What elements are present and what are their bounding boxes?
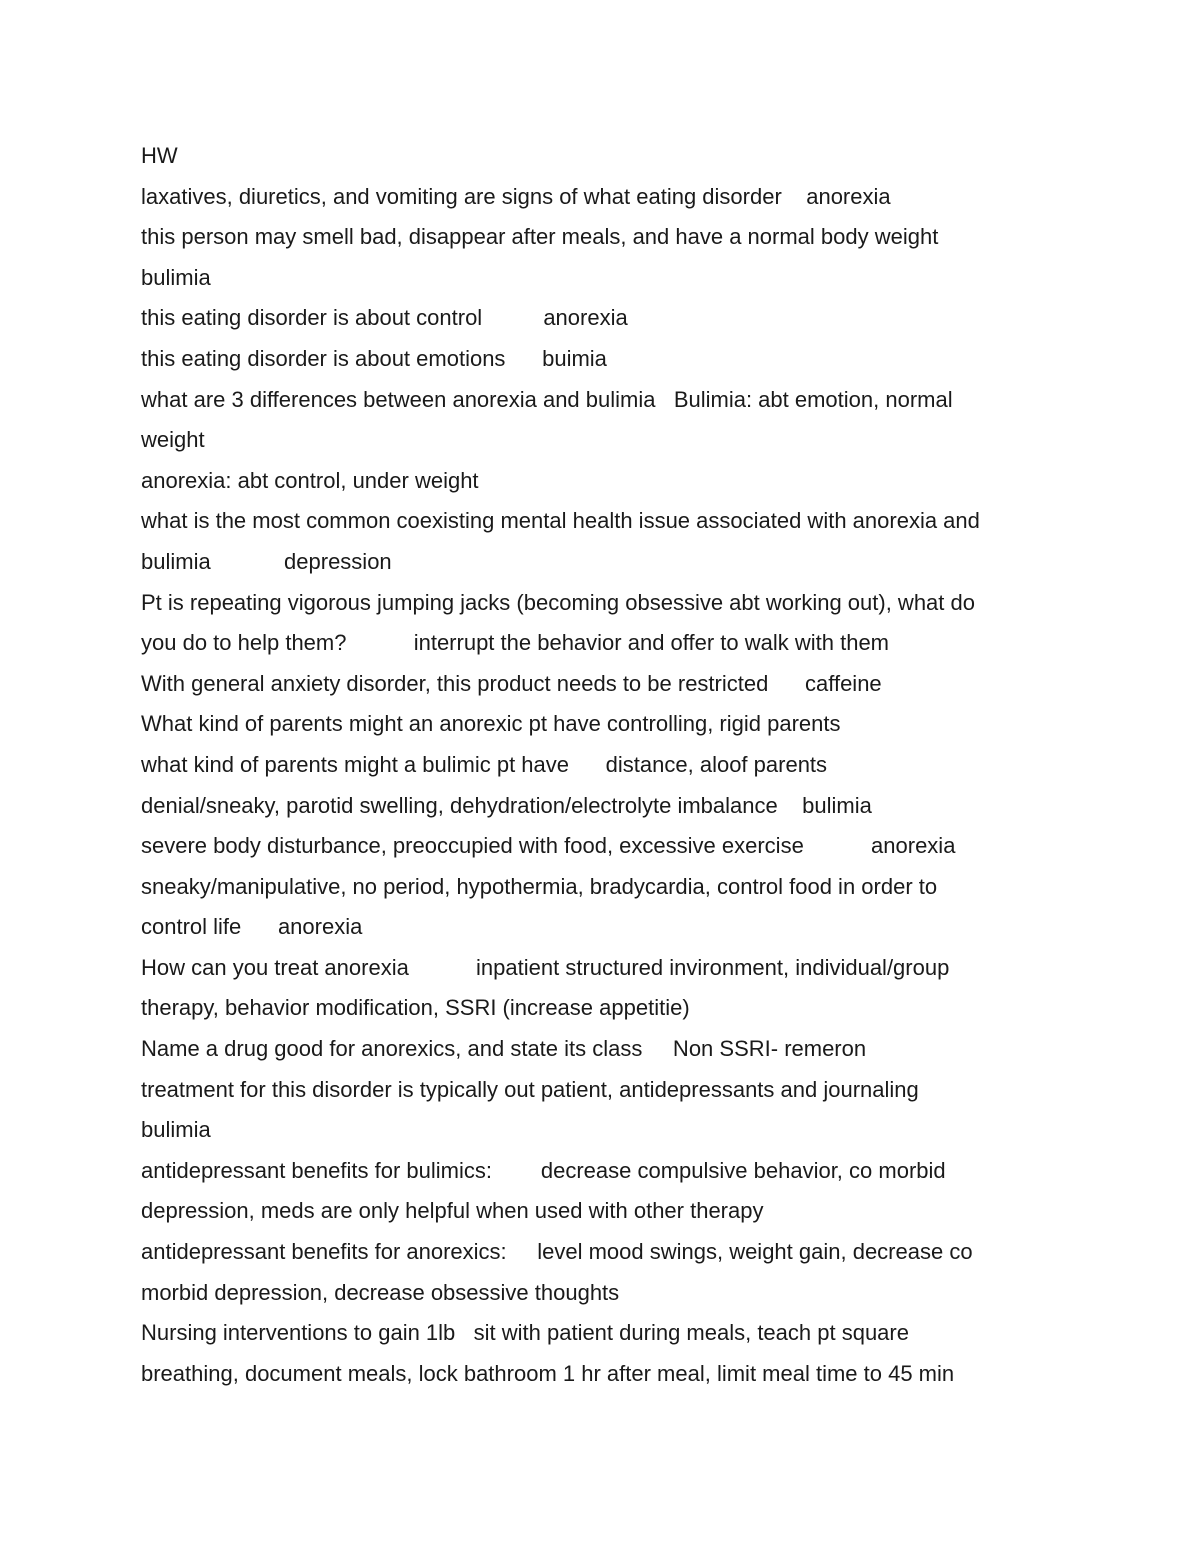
document-line: bulimia: [141, 1117, 211, 1143]
document-line: severe body disturbance, preoccupied with food, excessive exercise anorexia: [141, 833, 956, 859]
document-line: weight: [141, 427, 205, 453]
document-line: denial/sneaky, parotid swelling, dehydration/electrolyte imbalance bulimia: [141, 792, 872, 818]
document-line: what are 3 differences between anorexia and bulimia Bulimia: abt emotion, normal: [141, 386, 953, 412]
document-line: this eating disorder is about emotions buimia: [141, 345, 607, 371]
document-line: bulimia depression: [141, 548, 392, 574]
document-line: therapy, behavior modification, SSRI (increase appetitie): [141, 995, 690, 1021]
document-line: antidepressant benefits for anorexics: level mood swings, weight gain, decrease co: [141, 1239, 973, 1265]
document-line: control life anorexia: [141, 914, 363, 940]
document-line: what kind of parents might a bulimic pt have distance, aloof parents: [141, 751, 828, 777]
document-line: breathing, document meals, lock bathroom 1 hr after meal, limit meal time to 45 min: [141, 1360, 955, 1386]
document-line: laxatives, diuretics, and vomiting are signs of what eating disorder anorexia: [141, 183, 891, 209]
document-line: With general anxiety disorder, this product needs to be restricted caffeine: [141, 670, 882, 696]
document-body: [141, 136, 1061, 1394]
document-line: this person may smell bad, disappear after meals, and have a normal body weight: [141, 224, 939, 250]
document-line: anorexia: abt control, under weight: [141, 467, 479, 493]
document-line: this eating disorder is about control anorexia: [141, 305, 628, 331]
document-line: treatment for this disorder is typically out patient, antidepressants and journaling: [141, 1076, 919, 1102]
document-line: Pt is repeating vigorous jumping jacks (becoming obsessive abt working out), what do: [141, 589, 975, 615]
document-line: Name a drug good for anorexics, and state its class Non SSRI- remeron: [141, 1036, 867, 1062]
document-line: Nursing interventions to gain 1lb sit with patient during meals, teach pt square: [141, 1320, 909, 1346]
document-line: sneaky/manipulative, no period, hypothermia, bradycardia, control food in order to: [141, 873, 938, 899]
document-line: antidepressant benefits for bulimics: decrease compulsive behavior, co morbid: [141, 1157, 946, 1183]
document-line: bulimia: [141, 264, 211, 290]
document-line: How can you treat anorexia inpatient structured invironment, individual/group: [141, 954, 950, 980]
document-line: you do to help them? interrupt the behavior and offer to walk with them: [141, 630, 890, 656]
document-line: morbid depression, decrease obsessive thoughts: [141, 1279, 620, 1305]
document-line: what is the most common coexisting mental health issue associated with anorexia and: [141, 508, 980, 534]
document-heading: HW: [141, 143, 178, 168]
document-line: depression, meds are only helpful when used with other therapy: [141, 1198, 764, 1224]
document-line: What kind of parents might an anorexic pt have controlling, rigid parents: [141, 711, 841, 737]
